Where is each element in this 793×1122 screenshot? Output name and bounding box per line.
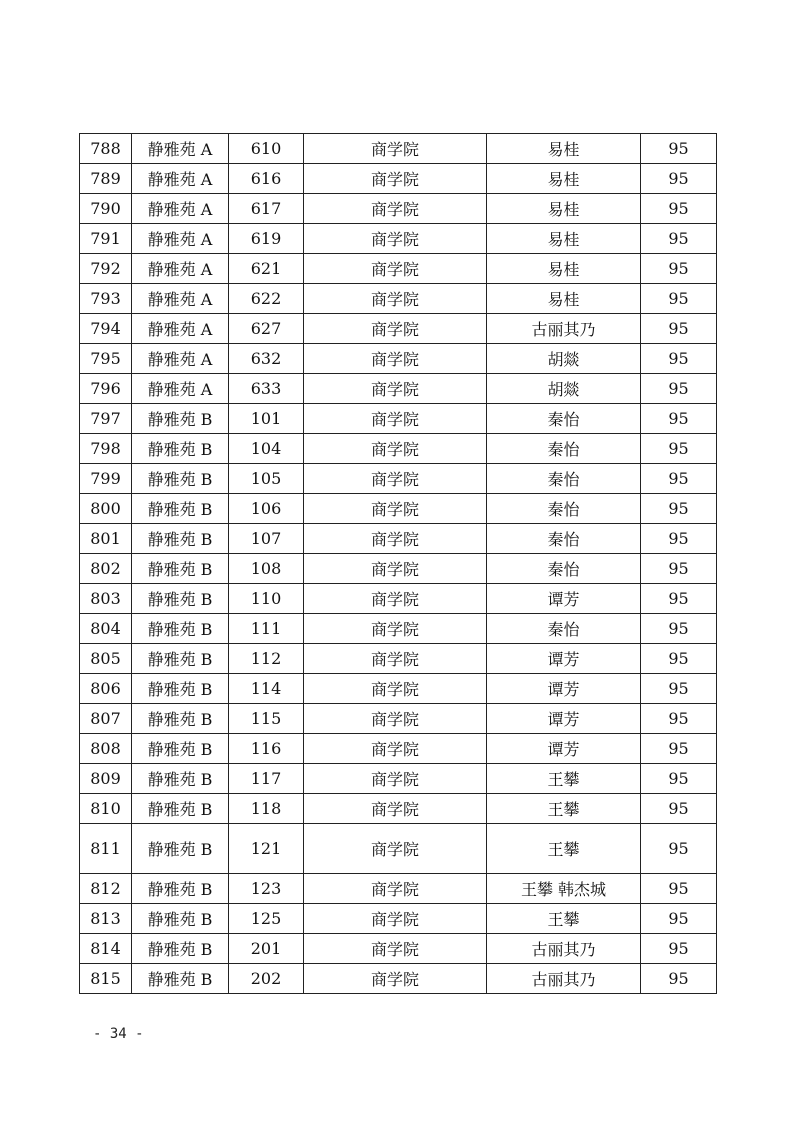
room-cell: 627 (229, 314, 304, 344)
score-cell: 95 (641, 704, 717, 734)
room-cell: 632 (229, 344, 304, 374)
table-row (80, 134, 717, 164)
room-cell: 610 (229, 134, 304, 164)
room-cell: 105 (229, 464, 304, 494)
college-cell: 商学院 (304, 464, 487, 494)
room-cell: 617 (229, 194, 304, 224)
row-number-cell: 798 (80, 434, 132, 464)
counselor-cell: 王攀 (487, 794, 641, 824)
building-cell: 静雅苑 B (132, 874, 229, 904)
building-cell: 静雅苑 A (132, 224, 229, 254)
table-row (80, 584, 717, 614)
building-cell: 静雅苑 A (132, 134, 229, 164)
row-number-cell: 803 (80, 584, 132, 614)
counselor-cell: 胡燚 (487, 344, 641, 374)
college-cell: 商学院 (304, 794, 487, 824)
row-number-cell: 802 (80, 554, 132, 584)
college-cell: 商学院 (304, 734, 487, 764)
counselor-cell: 秦怡 (487, 524, 641, 554)
table-row (80, 554, 717, 584)
row-number-cell: 795 (80, 344, 132, 374)
room-cell: 202 (229, 964, 304, 994)
college-cell: 商学院 (304, 554, 487, 584)
counselor-cell: 谭芳 (487, 734, 641, 764)
score-cell: 95 (641, 524, 717, 554)
building-cell: 静雅苑 B (132, 674, 229, 704)
row-number-cell: 791 (80, 224, 132, 254)
counselor-cell: 易桂 (487, 254, 641, 284)
building-cell: 静雅苑 B (132, 584, 229, 614)
counselor-cell: 古丽其乃 (487, 314, 641, 344)
row-number-cell: 808 (80, 734, 132, 764)
counselor-cell: 谭芳 (487, 644, 641, 674)
score-cell: 95 (641, 494, 717, 524)
table-row (80, 704, 717, 734)
table-row (80, 764, 717, 794)
counselor-cell: 谭芳 (487, 704, 641, 734)
counselor-cell: 秦怡 (487, 494, 641, 524)
building-cell: 静雅苑 A (132, 284, 229, 314)
row-number-cell: 811 (80, 824, 132, 874)
row-number-cell: 805 (80, 644, 132, 674)
row-number-cell: 799 (80, 464, 132, 494)
table-row (80, 904, 717, 934)
room-cell: 117 (229, 764, 304, 794)
row-number-cell: 794 (80, 314, 132, 344)
table-row (80, 734, 717, 764)
room-cell: 114 (229, 674, 304, 704)
table-row (80, 194, 717, 224)
room-cell: 616 (229, 164, 304, 194)
score-cell: 95 (641, 224, 717, 254)
row-number-cell: 800 (80, 494, 132, 524)
college-cell: 商学院 (304, 404, 487, 434)
table-row (80, 224, 717, 254)
row-number-cell: 797 (80, 404, 132, 434)
college-cell: 商学院 (304, 874, 487, 904)
college-cell: 商学院 (304, 134, 487, 164)
table-row (80, 434, 717, 464)
counselor-cell: 易桂 (487, 224, 641, 254)
score-cell: 95 (641, 314, 717, 344)
room-cell: 107 (229, 524, 304, 554)
building-cell: 静雅苑 B (132, 644, 229, 674)
college-cell: 商学院 (304, 674, 487, 704)
score-cell: 95 (641, 344, 717, 374)
room-cell: 121 (229, 824, 304, 874)
counselor-cell: 秦怡 (487, 614, 641, 644)
building-cell: 静雅苑 A (132, 344, 229, 374)
room-cell: 621 (229, 254, 304, 284)
college-cell: 商学院 (304, 164, 487, 194)
table-row (80, 794, 717, 824)
building-cell: 静雅苑 A (132, 374, 229, 404)
college-cell: 商学院 (304, 764, 487, 794)
counselor-cell: 易桂 (487, 164, 641, 194)
row-number-cell: 806 (80, 674, 132, 704)
row-number-cell: 793 (80, 284, 132, 314)
counselor-cell: 易桂 (487, 194, 641, 224)
counselor-cell: 秦怡 (487, 464, 641, 494)
building-cell: 静雅苑 A (132, 194, 229, 224)
building-cell: 静雅苑 B (132, 704, 229, 734)
counselor-cell: 古丽其乃 (487, 964, 641, 994)
room-cell: 111 (229, 614, 304, 644)
college-cell: 商学院 (304, 824, 487, 874)
room-cell: 110 (229, 584, 304, 614)
room-cell: 101 (229, 404, 304, 434)
table-row (80, 934, 717, 964)
row-number-cell: 789 (80, 164, 132, 194)
row-number-cell: 792 (80, 254, 132, 284)
counselor-cell: 胡燚 (487, 374, 641, 404)
room-cell: 118 (229, 794, 304, 824)
counselor-cell: 王攀 (487, 764, 641, 794)
table-row (80, 874, 717, 904)
college-cell: 商学院 (304, 224, 487, 254)
table-row (80, 164, 717, 194)
score-cell: 95 (641, 404, 717, 434)
counselor-cell: 古丽其乃 (487, 934, 641, 964)
score-cell: 95 (641, 374, 717, 404)
score-cell: 95 (641, 434, 717, 464)
row-number-cell: 796 (80, 374, 132, 404)
score-cell: 95 (641, 794, 717, 824)
row-number-cell: 812 (80, 874, 132, 904)
score-cell: 95 (641, 874, 717, 904)
building-cell: 静雅苑 B (132, 964, 229, 994)
page-number: - 34 - (93, 1026, 144, 1042)
score-cell: 95 (641, 134, 717, 164)
row-number-cell: 804 (80, 614, 132, 644)
building-cell: 静雅苑 B (132, 794, 229, 824)
score-cell: 95 (641, 934, 717, 964)
table-row (80, 824, 717, 874)
score-cell: 95 (641, 964, 717, 994)
score-cell: 95 (641, 824, 717, 874)
college-cell: 商学院 (304, 704, 487, 734)
score-cell: 95 (641, 614, 717, 644)
building-cell: 静雅苑 A (132, 314, 229, 344)
college-cell: 商学院 (304, 494, 487, 524)
college-cell: 商学院 (304, 904, 487, 934)
room-cell: 106 (229, 494, 304, 524)
building-cell: 静雅苑 B (132, 824, 229, 874)
college-cell: 商学院 (304, 614, 487, 644)
table-row (80, 374, 717, 404)
building-cell: 静雅苑 B (132, 734, 229, 764)
college-cell: 商学院 (304, 524, 487, 554)
counselor-cell: 王攀 韩杰城 (487, 874, 641, 904)
score-cell: 95 (641, 284, 717, 314)
score-cell: 95 (641, 904, 717, 934)
row-number-cell: 809 (80, 764, 132, 794)
college-cell: 商学院 (304, 254, 487, 284)
room-cell: 104 (229, 434, 304, 464)
table-row (80, 254, 717, 284)
room-cell: 116 (229, 734, 304, 764)
room-cell: 112 (229, 644, 304, 674)
room-cell: 108 (229, 554, 304, 584)
building-cell: 静雅苑 B (132, 904, 229, 934)
counselor-cell: 秦怡 (487, 434, 641, 464)
data-table (79, 133, 717, 994)
counselor-cell: 易桂 (487, 134, 641, 164)
score-cell: 95 (641, 764, 717, 794)
building-cell: 静雅苑 B (132, 434, 229, 464)
counselor-cell: 易桂 (487, 284, 641, 314)
table-row (80, 964, 717, 994)
table-row (80, 404, 717, 434)
building-cell: 静雅苑 B (132, 554, 229, 584)
table-row (80, 674, 717, 704)
counselor-cell: 王攀 (487, 824, 641, 874)
room-cell: 633 (229, 374, 304, 404)
college-cell: 商学院 (304, 584, 487, 614)
college-cell: 商学院 (304, 934, 487, 964)
college-cell: 商学院 (304, 314, 487, 344)
building-cell: 静雅苑 B (132, 464, 229, 494)
score-cell: 95 (641, 584, 717, 614)
row-number-cell: 807 (80, 704, 132, 734)
score-cell: 95 (641, 554, 717, 584)
room-cell: 622 (229, 284, 304, 314)
building-cell: 静雅苑 B (132, 614, 229, 644)
table-row (80, 284, 717, 314)
score-cell: 95 (641, 194, 717, 224)
table-row (80, 464, 717, 494)
score-cell: 95 (641, 674, 717, 704)
college-cell: 商学院 (304, 434, 487, 464)
score-cell: 95 (641, 644, 717, 674)
building-cell: 静雅苑 B (132, 404, 229, 434)
building-cell: 静雅苑 A (132, 164, 229, 194)
college-cell: 商学院 (304, 374, 487, 404)
room-cell: 619 (229, 224, 304, 254)
table-row (80, 314, 717, 344)
building-cell: 静雅苑 A (132, 254, 229, 284)
counselor-cell: 谭芳 (487, 584, 641, 614)
counselor-cell: 谭芳 (487, 674, 641, 704)
table-row (80, 614, 717, 644)
table-row (80, 494, 717, 524)
counselor-cell: 秦怡 (487, 404, 641, 434)
row-number-cell: 813 (80, 904, 132, 934)
score-cell: 95 (641, 464, 717, 494)
table-row (80, 644, 717, 674)
row-number-cell: 814 (80, 934, 132, 964)
counselor-cell: 王攀 (487, 904, 641, 934)
row-number-cell: 788 (80, 134, 132, 164)
table-row (80, 524, 717, 554)
score-cell: 95 (641, 734, 717, 764)
building-cell: 静雅苑 B (132, 524, 229, 554)
building-cell: 静雅苑 B (132, 764, 229, 794)
room-cell: 125 (229, 904, 304, 934)
room-cell: 115 (229, 704, 304, 734)
college-cell: 商学院 (304, 964, 487, 994)
room-cell: 201 (229, 934, 304, 964)
college-cell: 商学院 (304, 194, 487, 224)
room-cell: 123 (229, 874, 304, 904)
college-cell: 商学院 (304, 284, 487, 314)
row-number-cell: 810 (80, 794, 132, 824)
college-cell: 商学院 (304, 644, 487, 674)
table-row (80, 344, 717, 374)
row-number-cell: 815 (80, 964, 132, 994)
counselor-cell: 秦怡 (487, 554, 641, 584)
building-cell: 静雅苑 B (132, 934, 229, 964)
score-cell: 95 (641, 254, 717, 284)
college-cell: 商学院 (304, 344, 487, 374)
row-number-cell: 790 (80, 194, 132, 224)
building-cell: 静雅苑 B (132, 494, 229, 524)
row-number-cell: 801 (80, 524, 132, 554)
score-cell: 95 (641, 164, 717, 194)
table-body (80, 134, 717, 994)
